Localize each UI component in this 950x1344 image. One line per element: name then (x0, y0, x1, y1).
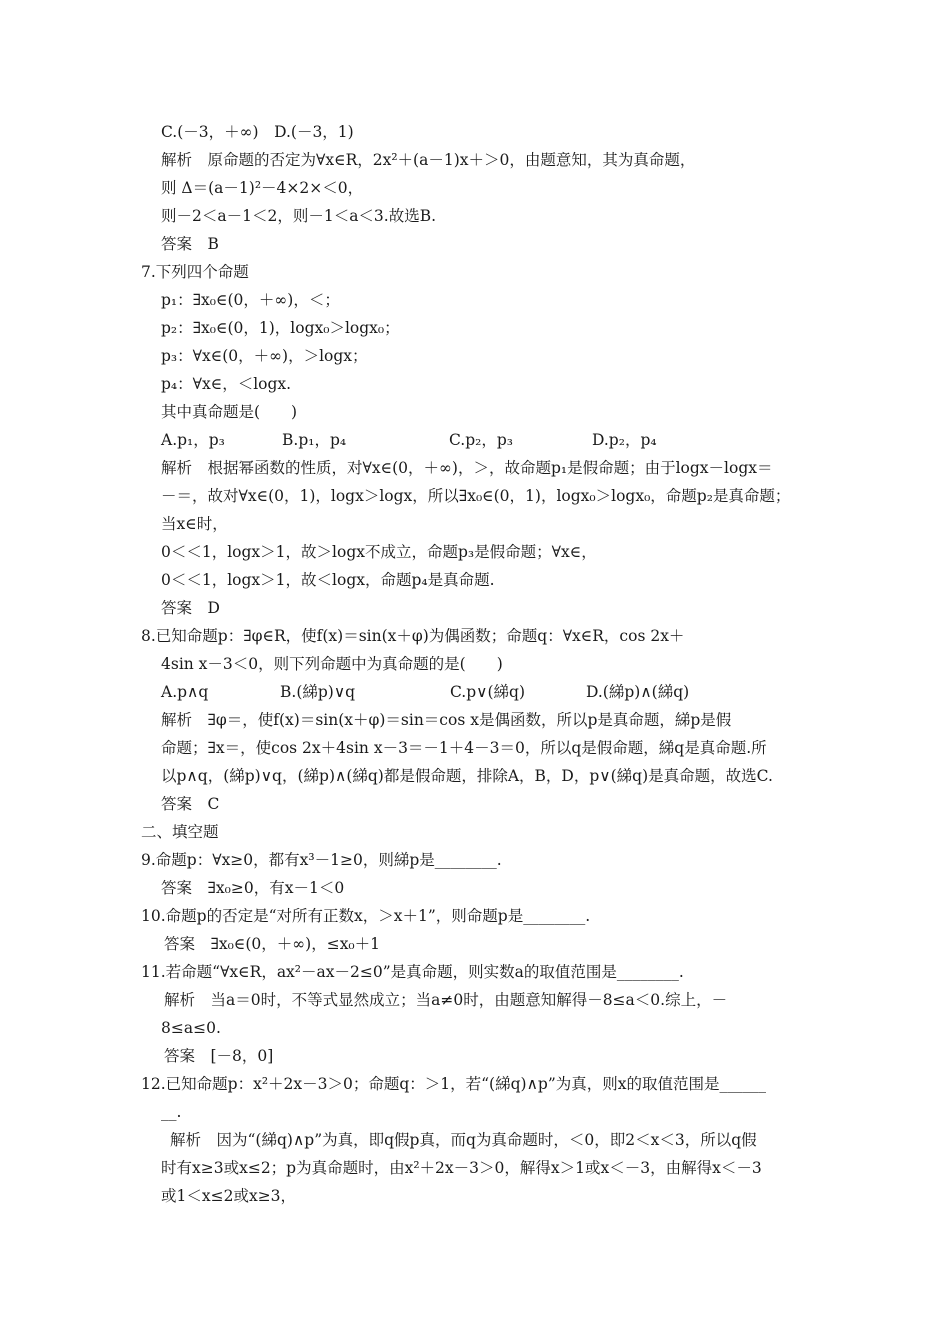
q8-analysis-line: 命题；∃x＝，使cos 2x＋4sin x－3＝－1＋4－3＝0，所以q是假命题，綈q是真命题.所 (161, 739, 767, 757)
q9-answer: 答案 ∃x₀≥0，有x－1＜0 (161, 879, 345, 897)
q11-answer: 答案 [－8，0] (164, 1047, 274, 1065)
q11-stem: 11.若命题“∀x∈R，ax²－ax－2≤0”是真命题，则实数a的取值范围是________. (141, 963, 684, 981)
q12-analysis-line: 或1＜x≤2或x≥3， (161, 1187, 297, 1205)
q12-stem: 12.已知命题p：x²＋2x－3＞0；命题q：＞1，若“(綈q)∧p”为真，则x的取值范围是______ (141, 1075, 767, 1093)
q12-stem-cont: __. (161, 1103, 182, 1121)
q8-stem-cont: 4sin x－3＜0，则下列命题中为真命题的是( ) (161, 655, 503, 673)
q10-answer: 答案 ∃x₀∈(0，＋∞)，≤x₀＋1 (164, 935, 381, 953)
q8-option-d: D.(綈p)∧(綈q) (586, 683, 690, 701)
section-heading: 二、填空题 (141, 823, 219, 841)
q7-answer: 答案 D (161, 599, 220, 617)
q7-option-b: B.p₁，p₄ (282, 431, 347, 449)
q7-proposition: p₁：∃x₀∈(0，＋∞)，＜； (161, 291, 340, 309)
q7-proposition: p₂：∃x₀∈(0，1)，logx₀＞logx₀； (161, 319, 400, 337)
q6-analysis-line: 则－2＜a－1＜2，则－1＜a＜3.故选B. (161, 207, 437, 225)
q7-analysis-line: －＝，故对∀x∈(0，1)，logx＞logx，所以∃x₀∈(0，1)，logx₀＞logx₀，命题p₂是真命题； (161, 487, 791, 505)
q7-proposition: p₄：∀x∈，＜logx. (161, 375, 292, 393)
q8-stem: 8.已知命题p：∃φ∈R，使f(x)＝sin(x＋φ)为偶函数；命题q：∀x∈R，cos 2x＋ (141, 627, 685, 645)
q7-question: 其中真命题是( ) (161, 403, 298, 421)
q12-analysis-line: 时有x≥3或x≤2；p为真命题时，由x²＋2x－3＞0，解得x＞1或x＜－3，由解得x＜－3 (161, 1159, 762, 1177)
q7-analysis-line: 解析 根据幂函数的性质，对∀x∈(0，＋∞)，＞，故命题p₁是假命题；由于logx－logx＝ (161, 459, 773, 477)
q7-option-a: A.p₁，p₃ (161, 431, 225, 449)
q6-analysis-line: 则 Δ＝(a－1)²－4×2×＜0， (161, 179, 364, 197)
q7-analysis-line: 0＜＜1，logx＞1，故＜logx，命题p₄是真命题. (161, 571, 495, 589)
q8-analysis-line: 解析 ∃φ＝，使f(x)＝sin(x＋φ)＝sin＝cos x是偶函数，所以p是真命题，綈p是假 (161, 711, 732, 729)
q8-option-a: A.p∧q (161, 683, 209, 701)
q7-stem: 7.下列四个命题 (141, 263, 249, 281)
q10-stem: 10.命题p的否定是“对所有正数x，＞x＋1”，则命题p是________. (141, 907, 591, 925)
q8-option-b: B.(綈p)∨q (280, 683, 356, 701)
q6-options-cd: C.(－3，＋∞) D.(－3，1) (161, 123, 354, 141)
q7-analysis-line: 0＜＜1，logx＞1，故＞logx不成立，命题p₃是假命题；∀x∈， (161, 543, 597, 561)
q8-answer: 答案 C (161, 795, 220, 813)
q6-answer: 答案 B (161, 235, 219, 253)
q9-stem: 9.命题p：∀x≥0，都有x³－1≥0，则綈p是________. (141, 851, 502, 869)
q11-analysis-line: 8≤a≤0. (161, 1019, 221, 1037)
q7-analysis-line: 当x∈时， (161, 515, 228, 533)
q7-proposition: p₃：∀x∈(0，＋∞)，＞logx； (161, 347, 368, 365)
q8-analysis-line: 以p∧q，(綈p)∨q，(綈p)∧(綈q)都是假命题，排除A，B，D，p∨(綈q)是真命题，故选C. (161, 767, 773, 785)
q12-analysis-line: 解析 因为“(綈q)∧p”为真，即q假p真，而q为真命题时，＜0，即2＜x＜3，所以q假 (170, 1131, 757, 1149)
q11-analysis-line: 解析 当a＝0时，不等式显然成立；当a≠0时，由题意知解得－8≤a＜0.综上，－ (164, 991, 728, 1009)
q7-option-d: D.p₂，p₄ (592, 431, 657, 449)
q7-option-c: C.p₂，p₃ (449, 431, 514, 449)
q8-option-c: C.p∨(綈q) (450, 683, 526, 701)
q6-analysis-line: 解析 原命题的否定为∀x∈R，2x²＋(a－1)x＋＞0，由题意知，其为真命题， (161, 151, 696, 169)
